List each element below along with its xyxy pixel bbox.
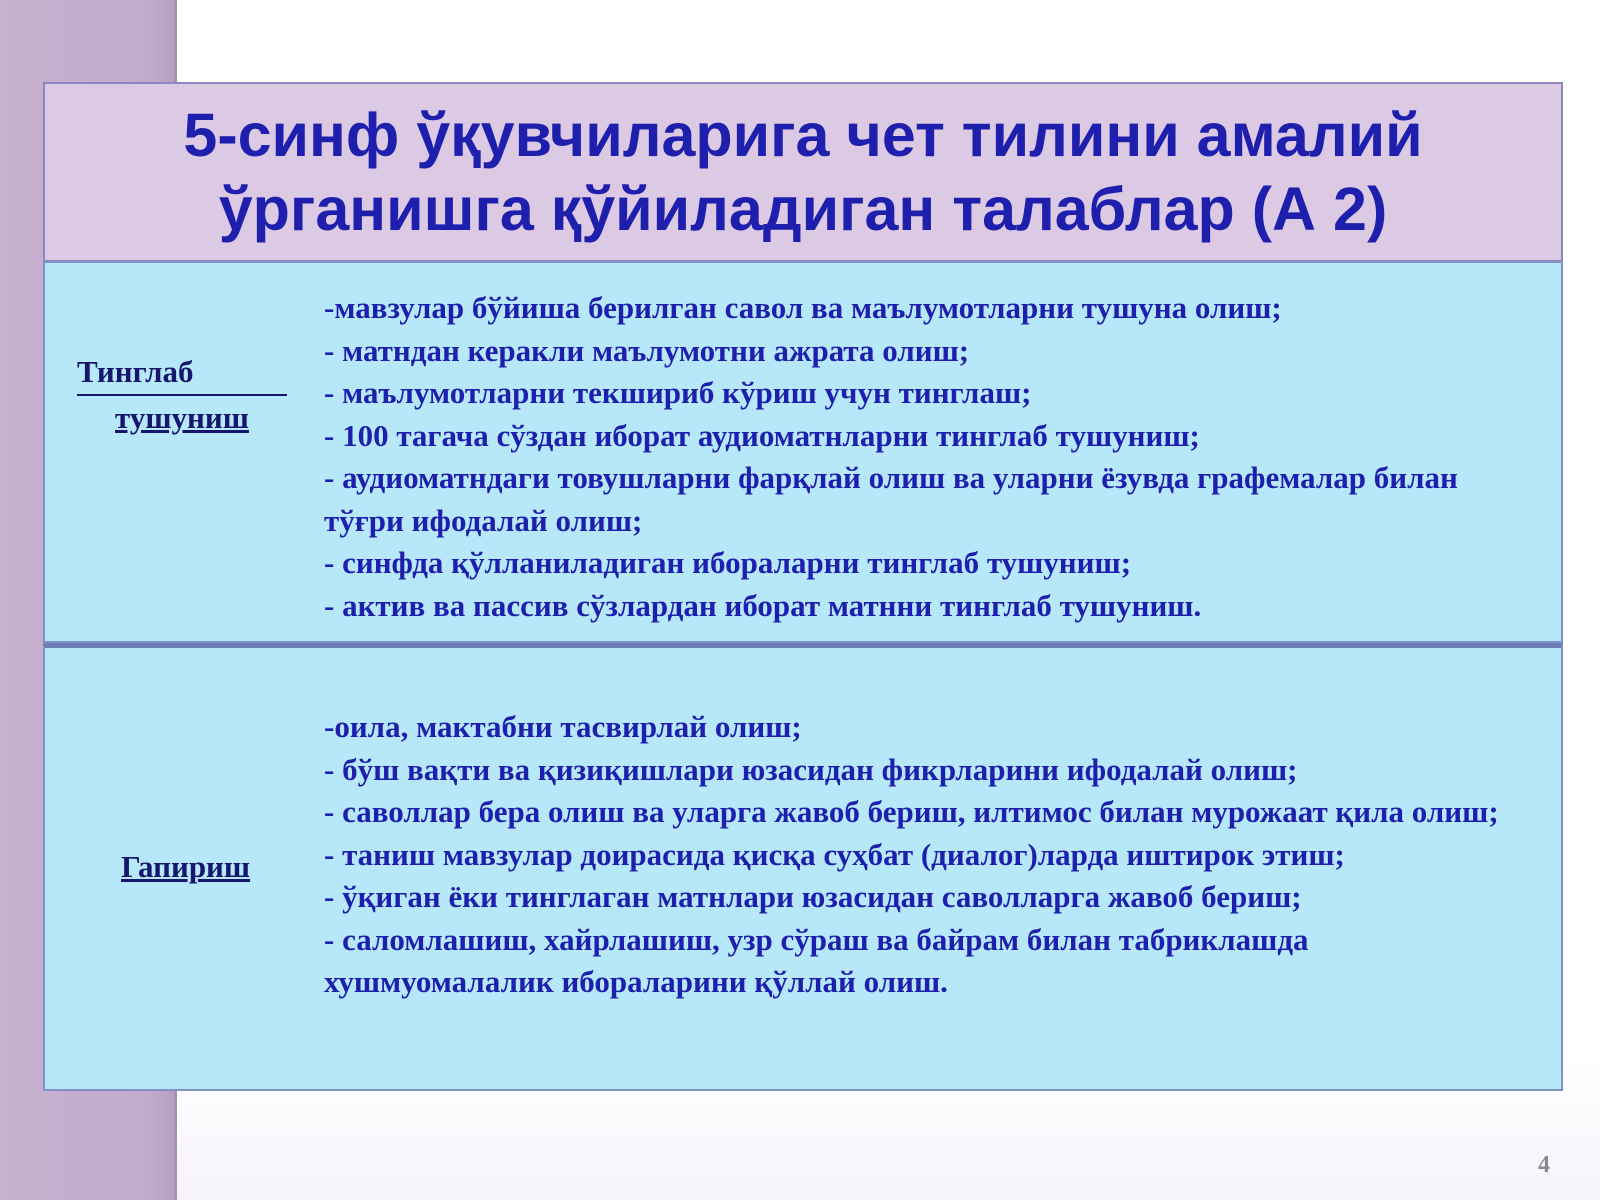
- list-item: - аудиоматндаги товушларни фарқлай олиш ва уларни ёзувда графемалар билан тўғри ифодалай олиш;: [324, 460, 1458, 538]
- list-item: - матндан керакли маълумотни ажрата олиш;: [324, 332, 970, 368]
- list-item: - маълумотларни текшириб кўриш учун тинглаш;: [324, 375, 1032, 410]
- list-item: - ўқиган ёки тинглаган матнлари юзасидан саволларга жавоб бериш;: [324, 879, 1302, 914]
- page-number: 4: [1538, 1152, 1550, 1178]
- list-item: - 100 тагача сўздан иборат аудиоматнларни тинглаб тушуниш;: [324, 417, 1200, 453]
- list-item: - синфда қўлланиладиган ибораларни тинглаб тушуниш;: [324, 545, 1132, 580]
- list-item: -мавзулар бўйиша берилган савол ва маълумотларни тушуна олиш;: [324, 290, 1282, 325]
- slide-title: 5-синф ўқувчиларига чет тилини амалий ўрганишга қўйиладиган талаблар (А 2): [183, 101, 1423, 243]
- title-banner: [43, 82, 1563, 262]
- list-item: - бўш вақти ва қизиқишлари юзасидан фикрларини ифодалай олиш;: [324, 751, 1298, 787]
- listening-label: [77, 350, 287, 440]
- list-item: - таниш мавзулар доирасида қисқа суҳбат (диалог)ларда иштирок этиш;: [324, 836, 1345, 872]
- listening-section: [43, 261, 1563, 643]
- list-item: - актив ва пассив сўзлардан иборат матнни тинглаб тушуниш.: [324, 587, 1202, 623]
- speaking-section: [43, 643, 1563, 1091]
- listening-label-line1: Тинглаб: [77, 350, 287, 396]
- speaking-label: Гапириш: [121, 849, 251, 884]
- list-item: - саволлар бера олиш ва уларга жавоб бериш, илтимос билан мурожаат қила олиш;: [324, 794, 1499, 829]
- listening-requirements-list: [324, 287, 1531, 627]
- list-item: -оила, мактабни тасвирлай олиш;: [324, 709, 802, 744]
- listening-label-line2: тушуниш: [115, 400, 249, 435]
- speaking-requirements-list: [324, 706, 1531, 1004]
- list-item: - саломлашиш, хайрлашиш, узр сўраш ва байрам билан табриклашда хушмуомалалик ибораларини қўллай олиш.: [324, 921, 1309, 999]
